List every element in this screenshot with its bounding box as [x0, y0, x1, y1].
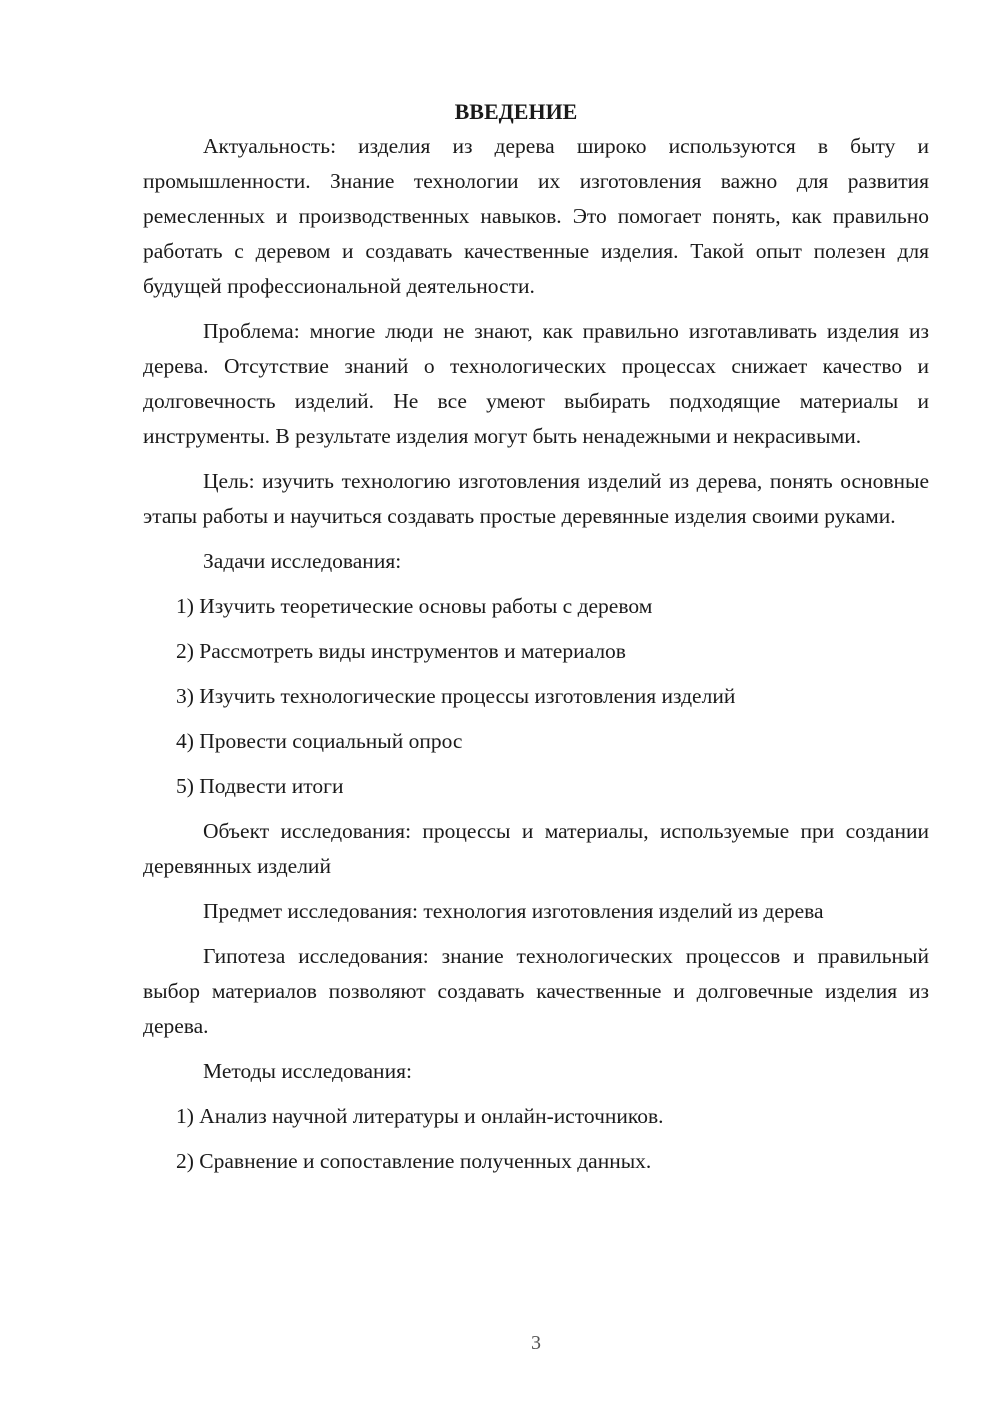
- goal-paragraph: Цель: изучить технологию изготовления изделий из дерева, понять основные этапы работы и научиться создавать простые деревянные изделия своими руками.: [143, 469, 929, 528]
- method-item: 2) Сравнение и сопоставление полученных данных.: [176, 1149, 652, 1173]
- task-item: 4) Провести социальный опрос: [176, 729, 463, 753]
- methods-heading: Методы исследования:: [203, 1059, 412, 1083]
- task-item: 1) Изучить теоретические основы работы с деревом: [176, 594, 653, 618]
- subject-paragraph: Предмет исследования: технология изготовления изделий из дерева: [203, 899, 824, 923]
- section-title: ВВЕДЕНИЕ: [454, 99, 578, 124]
- task-item: 3) Изучить технологические процессы изготовления изделий: [176, 684, 736, 708]
- page-number: 3: [531, 1332, 541, 1354]
- problem-paragraph: Проблема: многие люди не знают, как правильно изготавливать изделия из дерева. Отсутствие знаний о технологических процессах снижает качество и долговечность изделий. Не все умеют выбирать подходящие материалы и инструменты. В результате изделия могут быть ненадежными и некрасивыми.: [143, 319, 929, 448]
- object-paragraph: Объект исследования: процессы и материалы, используемые при создании деревянных изделий: [143, 819, 929, 878]
- task-item: 5) Подвести итоги: [176, 774, 344, 798]
- page-content: [143, 94, 929, 1189]
- task-item: 2) Рассмотреть виды инструментов и материалов: [176, 639, 626, 663]
- method-item: 1) Анализ научной литературы и онлайн-источников.: [176, 1104, 664, 1128]
- tasks-heading: Задачи исследования:: [203, 549, 402, 573]
- hypothesis-paragraph: Гипотеза исследования: знание технологических процессов и правильный выбор материалов позволяют создавать качественные и долговечные изделия из дерева.: [143, 944, 929, 1038]
- relevance-paragraph: Актуальность: изделия из дерева широко используются в быту и промышленности. Знание технологии их изготовления важно для развития ремесленных и производственных навыков. Это помогает понять, как правильно работать с деревом и создавать качественные изделия. Такой опыт полезен для будущей профессиональной деятельности.: [143, 134, 929, 298]
